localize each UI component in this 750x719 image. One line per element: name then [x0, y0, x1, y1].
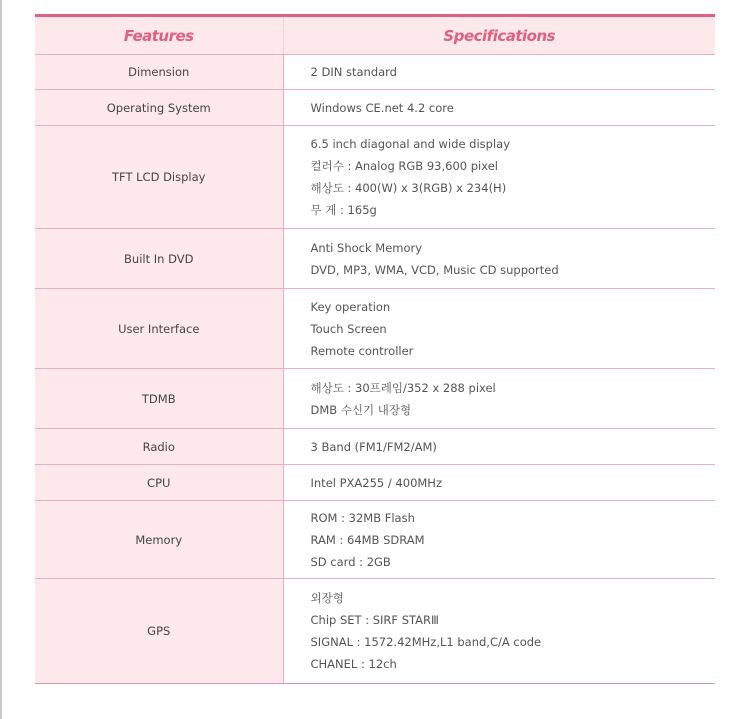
table-row [35, 126, 715, 229]
feature-cell: User Interface [35, 289, 283, 369]
table-row [35, 429, 715, 465]
feature-cell: GPS [35, 579, 283, 684]
specification-line: 2 DIN standard [310, 65, 397, 79]
left-border-rule [0, 0, 2, 719]
specification-cell [283, 126, 715, 229]
specification-line: Key operation [310, 299, 391, 314]
specification-line: ROM : 32MB Flash [310, 510, 415, 525]
table-row [35, 501, 715, 579]
specification-line: 해상도 : 400(W) x 3(RGB) x 234(H) [310, 181, 507, 195]
specification-line: Remote controller [310, 343, 414, 358]
specification-line: 컬러수 : Analog RGB 93,600 pixel [310, 159, 498, 173]
table-header-row [35, 16, 715, 55]
features-header: Features [35, 16, 283, 55]
table-row [35, 369, 715, 429]
specification-line: 3 Band (FM1/FM2/AM) [310, 439, 437, 454]
specification-line: 무 게 : 165g [310, 203, 377, 217]
feature-cell: CPU [35, 465, 283, 501]
specifications-header: Specifications [283, 16, 715, 55]
specification-line: Anti Shock Memory [310, 240, 423, 255]
specification-line: Chip SET : SIRF STARⅢ [310, 613, 439, 627]
spec-rows [35, 55, 715, 684]
table-row [35, 90, 715, 126]
feature-cell: TFT LCD Display [35, 126, 283, 229]
specification-cell [283, 369, 715, 429]
table-row [35, 465, 715, 501]
specification-line: 외장형 [310, 591, 344, 605]
feature-cell: Dimension [35, 55, 283, 90]
specification-line: 6.5 inch diagonal and wide display [310, 137, 511, 151]
specification-line: RAM : 64MB SDRAM [310, 532, 425, 547]
table-row [35, 55, 715, 90]
feature-cell: Operating System [35, 90, 283, 126]
specification-cell [283, 55, 715, 90]
specification-line: CHANEL : 12ch [310, 657, 397, 671]
specification-line: SD card : 2GB [310, 554, 391, 569]
specification-line: Intel PXA255 / 400MHz [310, 475, 442, 490]
table-row [35, 289, 715, 369]
table-row [35, 579, 715, 684]
feature-cell: Memory [35, 501, 283, 579]
specification-cell [283, 289, 715, 369]
table-row [35, 229, 715, 289]
feature-cell: TDMB [35, 369, 283, 429]
specifications-table [35, 14, 715, 684]
specification-line: Windows CE.net 4.2 core [310, 100, 454, 115]
specification-cell [283, 579, 715, 684]
specification-cell [283, 90, 715, 126]
specification-line: DVD, MP3, WMA, VCD, Music CD supported [310, 262, 559, 277]
specification-cell [283, 229, 715, 289]
feature-cell: Radio [35, 429, 283, 465]
feature-cell: Built In DVD [35, 229, 283, 289]
specification-cell [283, 465, 715, 501]
specification-cell [283, 429, 715, 465]
specification-line: DMB 수신기 내장형 [310, 402, 412, 417]
specification-line: SIGNAL : 1572.42MHz,L1 band,C/A code [310, 635, 542, 649]
specification-line: Touch Screen [310, 321, 387, 336]
specification-line: 해상도 : 30프레임/352 x 288 pixel [310, 380, 496, 395]
specification-cell [283, 501, 715, 579]
